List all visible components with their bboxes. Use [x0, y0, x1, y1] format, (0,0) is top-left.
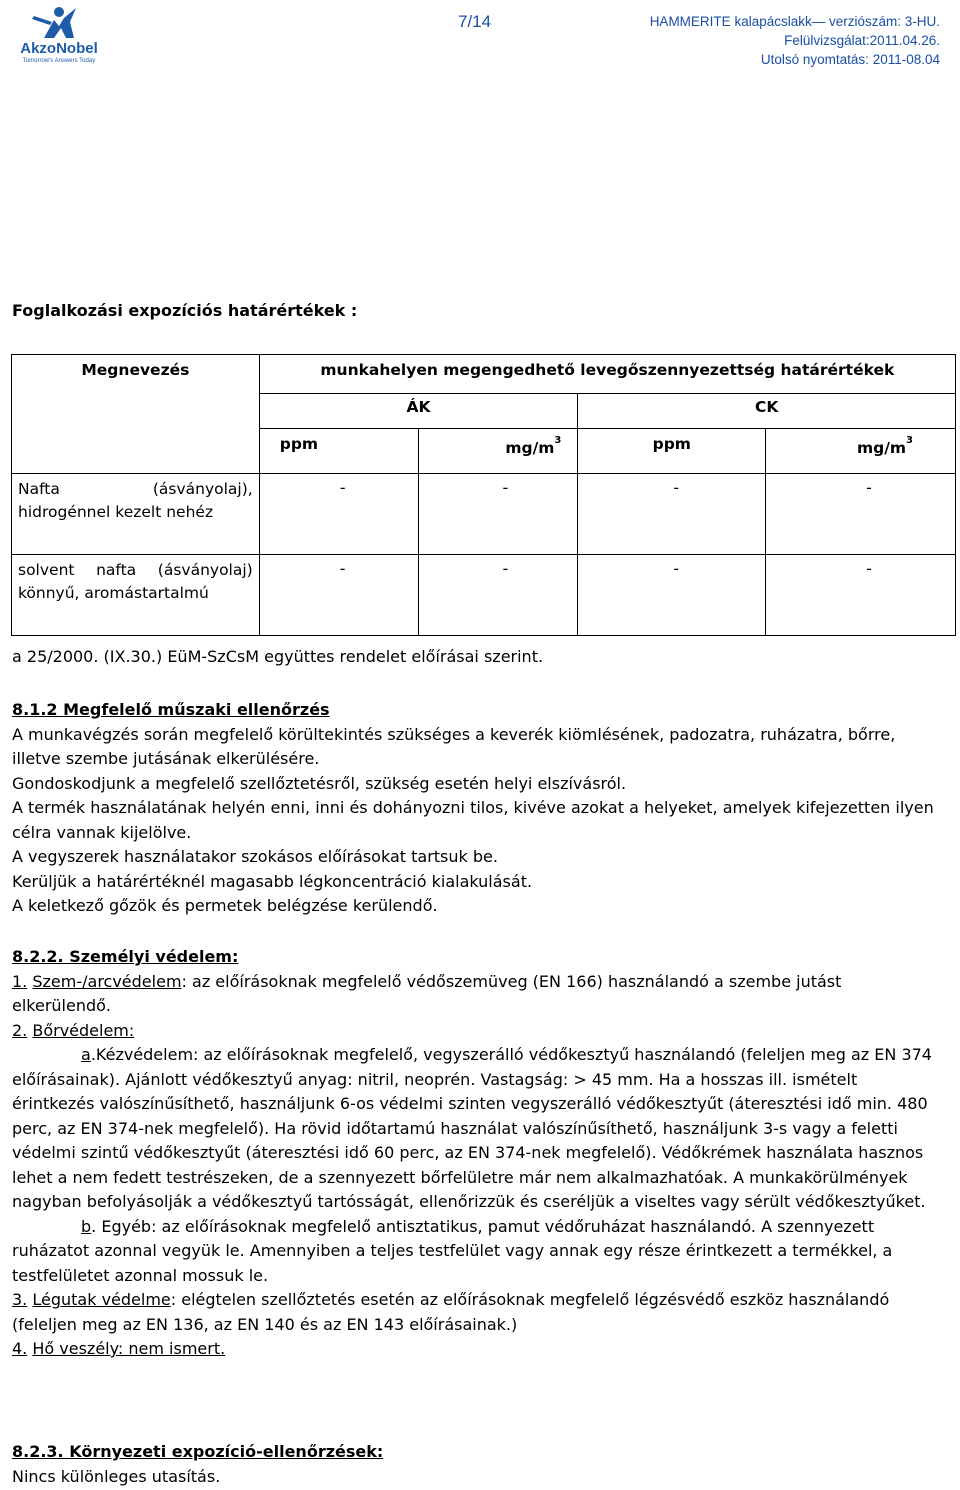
- value-ck-mg: -: [766, 555, 956, 636]
- paragraph: A keletkező gőzök és permetek belégzése kerülendő.: [12, 896, 438, 915]
- paragraph: Kerüljük a határértéknél magasabb légkoncentráció kialakulását.: [12, 871, 533, 891]
- section-8-2-3-title: 8.2.3. Környezeti expozíció-ellenőrzések:: [12, 1442, 384, 1461]
- col-header-name: Megnevezés: [12, 355, 260, 394]
- value-ak-mg: -: [418, 474, 578, 555]
- header-ck: CK: [578, 394, 956, 429]
- unit-ppm-ak: ppm: [259, 429, 418, 474]
- print-date-line: Utolsó nyomtatás: 2011-08.04: [760, 52, 940, 67]
- regulation-note: a 25/2000. (IX.30.) EüM-SzCsM együttes rendelet előírásai szerint.: [12, 647, 544, 666]
- paragraph: A vegyszerek használatakor szokásos előírásokat tartsuk be.: [12, 847, 498, 866]
- section-8-2-2: [12, 945, 944, 1362]
- table-unit-row: [12, 429, 956, 474]
- substance-name: Nafta (ásványolaj), hidrogénnel kezelt nehéz: [12, 474, 260, 555]
- unit-mgm3-ck: $mg/m^3$: [766, 429, 956, 474]
- paragraph: Gondoskodjunk a megfelelő szellőztetésről, szükség esetén helyi elszívásról.: [12, 773, 627, 793]
- review-date-line: Felülvizsgálat:2011.04.26.: [784, 33, 940, 48]
- item-skin-protection: 2. Bőrvédelem:: [12, 1020, 135, 1040]
- table-header-row: [12, 355, 956, 394]
- section-8-2-2-title: 8.2.2. Személyi védelem:: [12, 947, 239, 966]
- item-hand-protection: a.Kézvédelem: az előírásoknak megfelelő, vegyszerálló védőkesztyű használandó (feleljen meg az EN 374 előírásainak). Ajánlott védőkesztyű anyag: nitril, neoprén. Vastagság: > 45 mm. Ha a hosszas ill. ismételt érintkezés valószínűsíthető, használjunk 6-os védelmi szinten vegyszerálló védőkesztyűt (áteresztési idő min. 480 perc, az EN 374-nek megfelelő). Ha rövid időtartamú használat valószínűsíthető, használjunk 3-s vagy a feletti védelmi szintű védőkesztyűt (áteresztési idő 60 perc, az EN 374-nek megfelelő). Védőkrémek használata hasznos lehet a nem fedett testrészeken, de a szennyezett bőrfelületre már nem alkalmazhatóak. A munkakörülmények nagyban befolyásolják a védőkesztyű tartósságát, ellenőrizzük és cseréljük a viseltes vagy sérült védőkesztyűket.: [12, 1045, 932, 1211]
- table-subheader-row: [12, 394, 956, 429]
- value-ck-ppm: -: [578, 555, 766, 636]
- akzonobel-logo: [14, 4, 104, 66]
- value-ak-ppm: -: [259, 474, 418, 555]
- exposure-limits-table: [11, 354, 956, 636]
- item-other-protection: b. Egyéb: az előírásoknak megfelelő antisztatikus, pamut védőruházat használandó. A szennyezett ruházatot azonnal vegyük le. Amennyiben a teljes testfelület vagy annak egy része érintkezett a termékkel, a testfelületet azonnal mossuk le.: [12, 1216, 893, 1285]
- paragraph: A munkavégzés során megfelelő körültekintés szükséges a keverék kiömlésének, padozatra, ruházatra, bőrre, illetve szembe jutásának elkerülésére.: [12, 724, 896, 768]
- value-ck-ppm: -: [578, 474, 766, 555]
- table-row: [12, 474, 956, 555]
- document-header-info: [650, 12, 940, 69]
- doc-version-line: HAMMERITE kalapácslakk— verziószám: 3-HU.: [649, 14, 940, 29]
- item-respiratory-protection: 3. Légutak védelme: elégtelen szellőztetés esetén az előírásoknak megfelelő légzésvédő eszköz használandó (feleljen meg az EN 136, az EN 140 és az EN 143 előírásainak.): [12, 1290, 890, 1334]
- paragraph: Nincs különleges utasítás.: [12, 1466, 221, 1486]
- item-heat-hazard: 4. Hő veszély: nem ismert.: [12, 1339, 226, 1358]
- section-8-2-3: [12, 1440, 944, 1489]
- header-ak: ÁK: [259, 394, 578, 429]
- logo-wordmark: AkzoNobel: [20, 40, 98, 57]
- logo-figure-icon: [14, 4, 104, 44]
- substance-name: solvent nafta (ásványolaj) könnyű, aromástartalmú: [12, 555, 260, 636]
- logo-tagline: Tomorrow's Answers Today: [22, 58, 96, 64]
- value-ak-ppm: -: [259, 555, 418, 636]
- page-number: 7/14: [458, 12, 492, 31]
- unit-mgm3-ak: $mg/m^3$: [418, 429, 578, 474]
- table-row: [12, 555, 956, 636]
- section-8-1-2: [12, 698, 944, 919]
- paragraph: A termék használatának helyén enni, inni és dohányozni tilos, kivéve azokat a helyeket, amelyek kifejezetten ilyen célra vannak kijelölve.: [12, 798, 934, 842]
- value-ck-mg: -: [766, 474, 956, 555]
- value-ak-mg: -: [418, 555, 578, 636]
- item-eye-protection: 1. Szem-/arcvédelem: az előírásoknak megfelelő védőszemüveg (EN 166) használandó a szembe jutást elkerülendő.: [12, 971, 842, 1015]
- section-title: Foglalkozási expozíciós határértékek :: [12, 301, 358, 320]
- group-header: munkahelyen megengedhető levegőszennyezettség határértékek: [259, 355, 955, 394]
- unit-ppm-ck: ppm: [578, 429, 766, 474]
- section-8-1-2-title: 8.1.2 Megfelelő műszaki ellenőrzés: [12, 700, 330, 719]
